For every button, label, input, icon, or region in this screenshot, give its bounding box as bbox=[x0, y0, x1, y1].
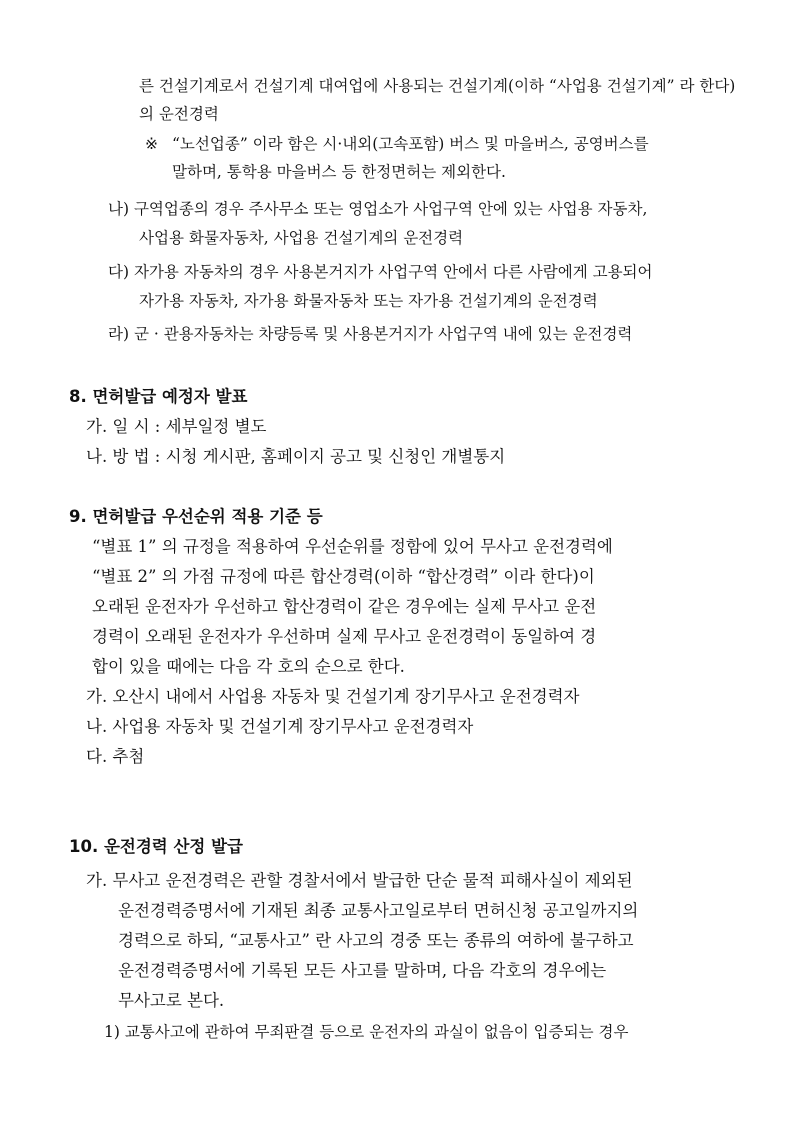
text-line: 다. 추첨 bbox=[86, 747, 145, 766]
section-title: 9. 면허발급 우선순위 적용 기준 등 bbox=[69, 507, 323, 526]
note-mark: ※ bbox=[145, 135, 158, 153]
text-line: 합이 있을 때에는 다음 각 호의 순으로 한다. bbox=[92, 657, 405, 676]
text-line: 의 운전경력 bbox=[139, 105, 219, 123]
text-line: 사업용 화물자동차, 사업용 건설기계의 운전경력 bbox=[139, 229, 464, 247]
text-line: 경력이 오래된 운전자가 우선하며 실제 무사고 운전경력이 동일하여 경 bbox=[92, 627, 597, 646]
text-line: 1) 교통사고에 관하여 무죄판결 등으로 운전자의 과실이 없음이 입증되는 경우 bbox=[104, 1023, 629, 1041]
text-line: 무사고로 본다. bbox=[118, 991, 225, 1010]
text-line: 라) 군 · 관용자동차는 차량등록 및 사용본거지가 사업구역 내에 있는 운전경력 bbox=[108, 325, 633, 343]
text-line: 말하며, 통학용 마을버스 등 한정면허는 제외한다. bbox=[172, 163, 506, 181]
text-line: 가. 일 시 : 세부일정 별도 bbox=[86, 417, 267, 436]
text-line: “별표 2” 의 가점 규정에 따른 합산경력(이하 “합산경력” 이라 한다)이 bbox=[92, 567, 595, 586]
text-line: 자가용 자동차, 자가용 화물자동차 또는 자가용 건설기계의 운전경력 bbox=[139, 292, 598, 310]
text-line: 다) 자가용 자동차의 경우 사용본거지가 사업구역 안에서 다른 사람에게 고용되어 bbox=[108, 263, 653, 281]
text-line: 가. 오산시 내에서 사업용 자동차 및 건설기계 장기무사고 운전경력자 bbox=[86, 687, 580, 706]
text-line: 오래된 운전자가 우선하고 합산경력이 같은 경우에는 실제 무사고 운전 bbox=[92, 597, 597, 616]
text-line: 나) 구역업종의 경우 주사무소 또는 영업소가 사업구역 안에 있는 사업용 자동차, bbox=[108, 200, 648, 218]
text-line: 른 건설기계로서 건설기계 대여업에 사용되는 건설기계(이하 “사업용 건설기계” 라 한다) bbox=[139, 77, 736, 95]
text-line: 가. 무사고 운전경력은 관할 경찰서에서 발급한 단순 물적 피해사실이 제외된 bbox=[86, 871, 633, 890]
text-line: 운전경력증명서에 기재된 최종 교통사고일로부터 면허신청 공고일까지의 bbox=[118, 901, 639, 920]
section-title: 10. 운전경력 산정 발급 bbox=[69, 837, 243, 856]
text-line: “노선업종” 이라 함은 시·내외(고속포함) 버스 및 마을버스, 공영버스를 bbox=[172, 135, 649, 153]
text-line: 경력으로 하되, “교통사고” 란 사고의 경중 또는 종류의 여하에 불구하고 bbox=[118, 931, 634, 950]
text-line: 운전경력증명서에 기록된 모든 사고를 말하며, 다음 각호의 경우에는 bbox=[118, 961, 607, 980]
text-line: “별표 1” 의 규정을 적용하여 우선순위를 정함에 있어 무사고 운전경력에 bbox=[92, 537, 613, 556]
text-line: 나. 방 법 : 시청 게시판, 홈페이지 공고 및 신청인 개별통지 bbox=[86, 447, 506, 466]
section-title: 8. 면허발급 예정자 발표 bbox=[69, 387, 248, 406]
text-line: 나. 사업용 자동차 및 건설기계 장기무사고 운전경력자 bbox=[86, 717, 474, 736]
